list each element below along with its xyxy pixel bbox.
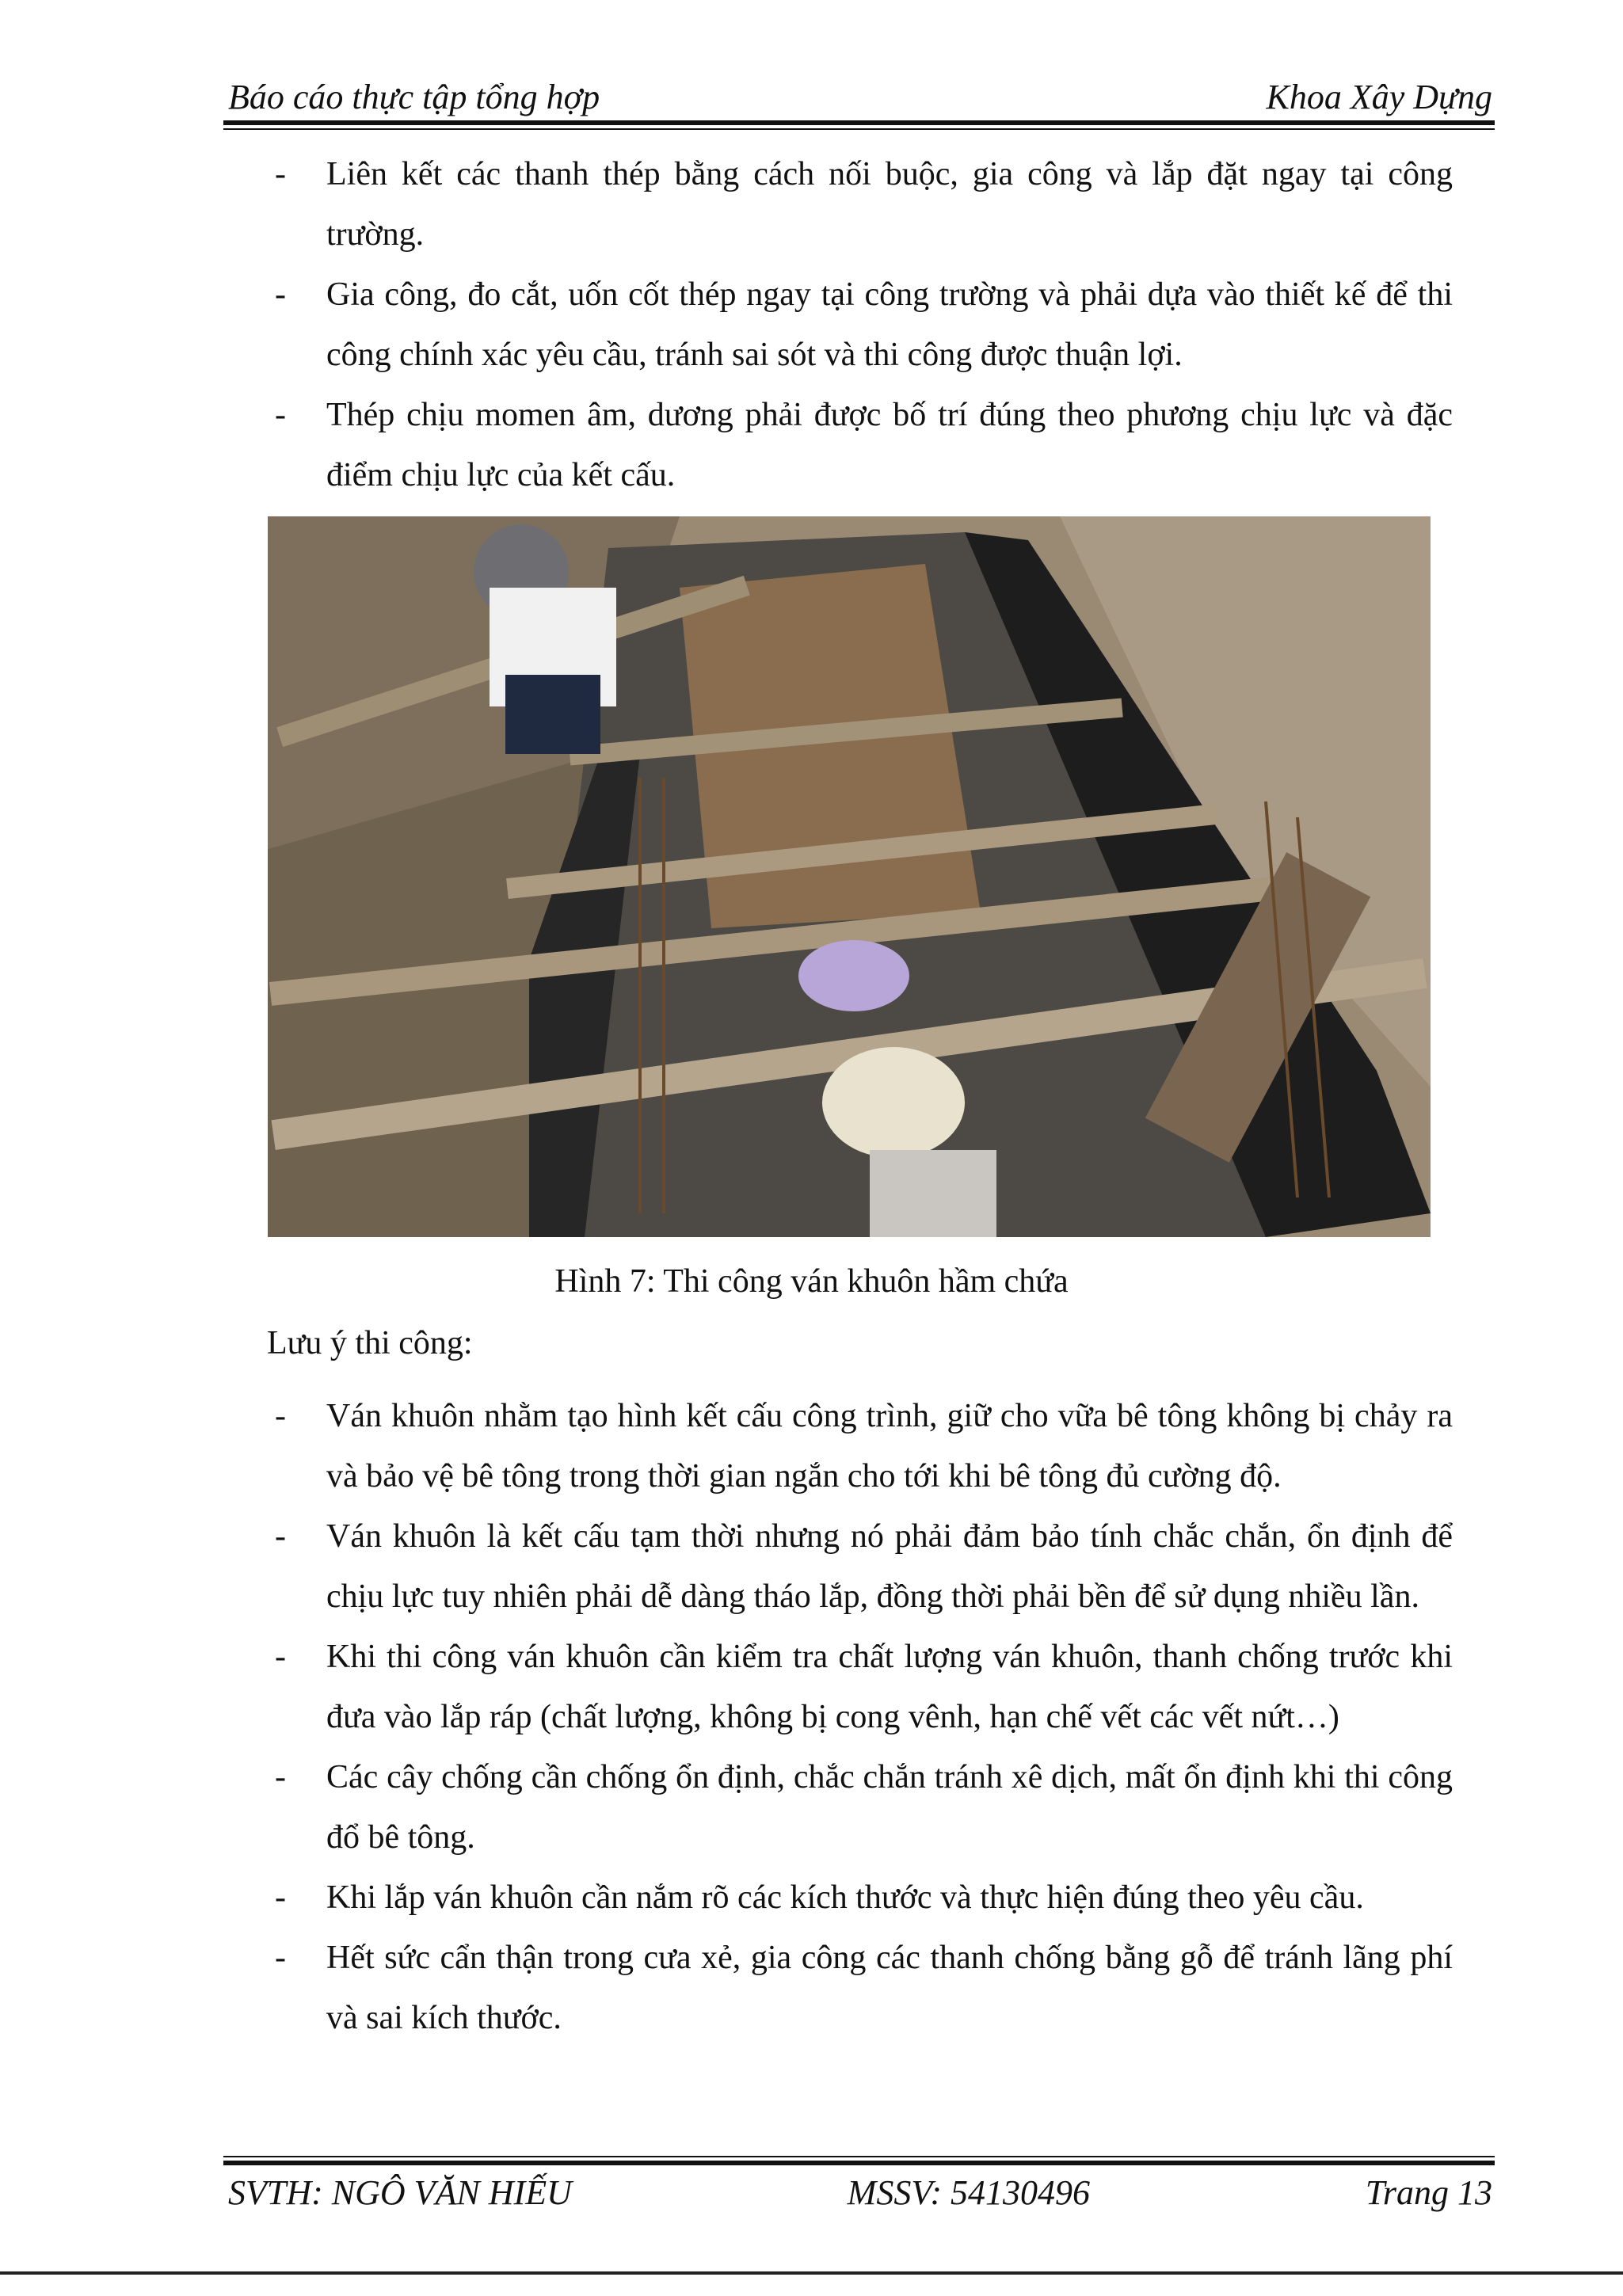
- footer-page-number: Trang 13: [1365, 2172, 1492, 2212]
- bullet-marker: -: [275, 397, 286, 433]
- header-faculty: Khoa Xây Dựng: [1266, 78, 1492, 116]
- list-item: - Ván khuôn là kết cấu tạm thời nhưng nó phải đảm bảo tính chắc chắn, ổn định để chịu lực tuy nhiên phải dễ dàng tháo lắp, đồng thời phải bền để sử dụng nhiều lần.: [267, 1506, 1453, 1627]
- footer-student-id: MSSV: 54130496: [847, 2172, 1090, 2212]
- page-header: [228, 62, 1492, 117]
- formwork-notes-list: [267, 1386, 1453, 2048]
- bullet-marker: -: [275, 1398, 286, 1434]
- bullet-marker: -: [275, 1759, 286, 1795]
- page-footer: [228, 2168, 1492, 2216]
- list-item: - Hết sức cẩn thận trong cưa xẻ, gia công các thanh chống bằng gỗ để tránh lãng phí và sai kích thước.: [267, 1928, 1453, 2048]
- list-item: - Khi thi công ván khuôn cần kiểm tra chất lượng ván khuôn, thanh chống trước khi đưa vào lắp ráp (chất lượng, không bị cong vênh, hạn chế vết các vết nứt…): [267, 1627, 1453, 1747]
- bullet-marker: -: [275, 276, 286, 313]
- figure-caption: Hình 7: Thi công ván khuôn hầm chứa: [554, 1263, 1069, 1300]
- formwork-photo-illustration: [268, 516, 1431, 1237]
- bullet-marker: -: [275, 1518, 286, 1555]
- list-item: - Thép chịu momen âm, dương phải được bố trí đúng theo phương chịu lực và đặc điểm chịu lực của kết cấu.: [267, 385, 1453, 505]
- bullet-marker: -: [275, 1639, 286, 1675]
- footer-student-name: SVTH: NGÔ VĂN HIẾU: [228, 2172, 572, 2212]
- header-rule-thick: [223, 120, 1495, 125]
- rebar-bullet-list: [267, 144, 1453, 505]
- bullet-marker: -: [275, 156, 286, 192]
- list-item: - Các cây chống cần chống ổn định, chắc chắn tránh xê dịch, mất ổn định khi thi công đổ bê tông.: [267, 1747, 1453, 1868]
- header-rule-thin: [223, 128, 1495, 130]
- notes-label: Lưu ý thi công:: [267, 1325, 473, 1361]
- list-item: - Gia công, đo cắt, uốn cốt thép ngay tại công trường và phải dựa vào thiết kế để thi công chính xác yêu cầu, tránh sai sót và thi công được thuận lợi.: [267, 265, 1453, 385]
- formwork-photo: [268, 516, 1431, 1237]
- footer-rule-thin: [223, 2156, 1495, 2157]
- page-bottom-edge: [0, 2271, 1623, 2275]
- footer-rule-thick: [223, 2161, 1495, 2165]
- bullet-marker: -: [275, 1940, 286, 1976]
- bullet-marker: -: [275, 1879, 286, 1916]
- list-item: - Liên kết các thanh thép bằng cách nối buộc, gia công và lắp đặt ngay tại công trường.: [267, 144, 1453, 265]
- list-item: - Khi lắp ván khuôn cần nắm rõ các kích thước và thực hiện đúng theo yêu cầu.: [267, 1868, 1453, 1928]
- header-report-title: Báo cáo thực tập tổng hợp: [228, 78, 600, 116]
- list-item: - Ván khuôn nhằm tạo hình kết cấu công trình, giữ cho vữa bê tông không bị chảy ra và bảo vệ bê tông trong thời gian ngắn cho tới khi bê tông đủ cường độ.: [267, 1386, 1453, 1506]
